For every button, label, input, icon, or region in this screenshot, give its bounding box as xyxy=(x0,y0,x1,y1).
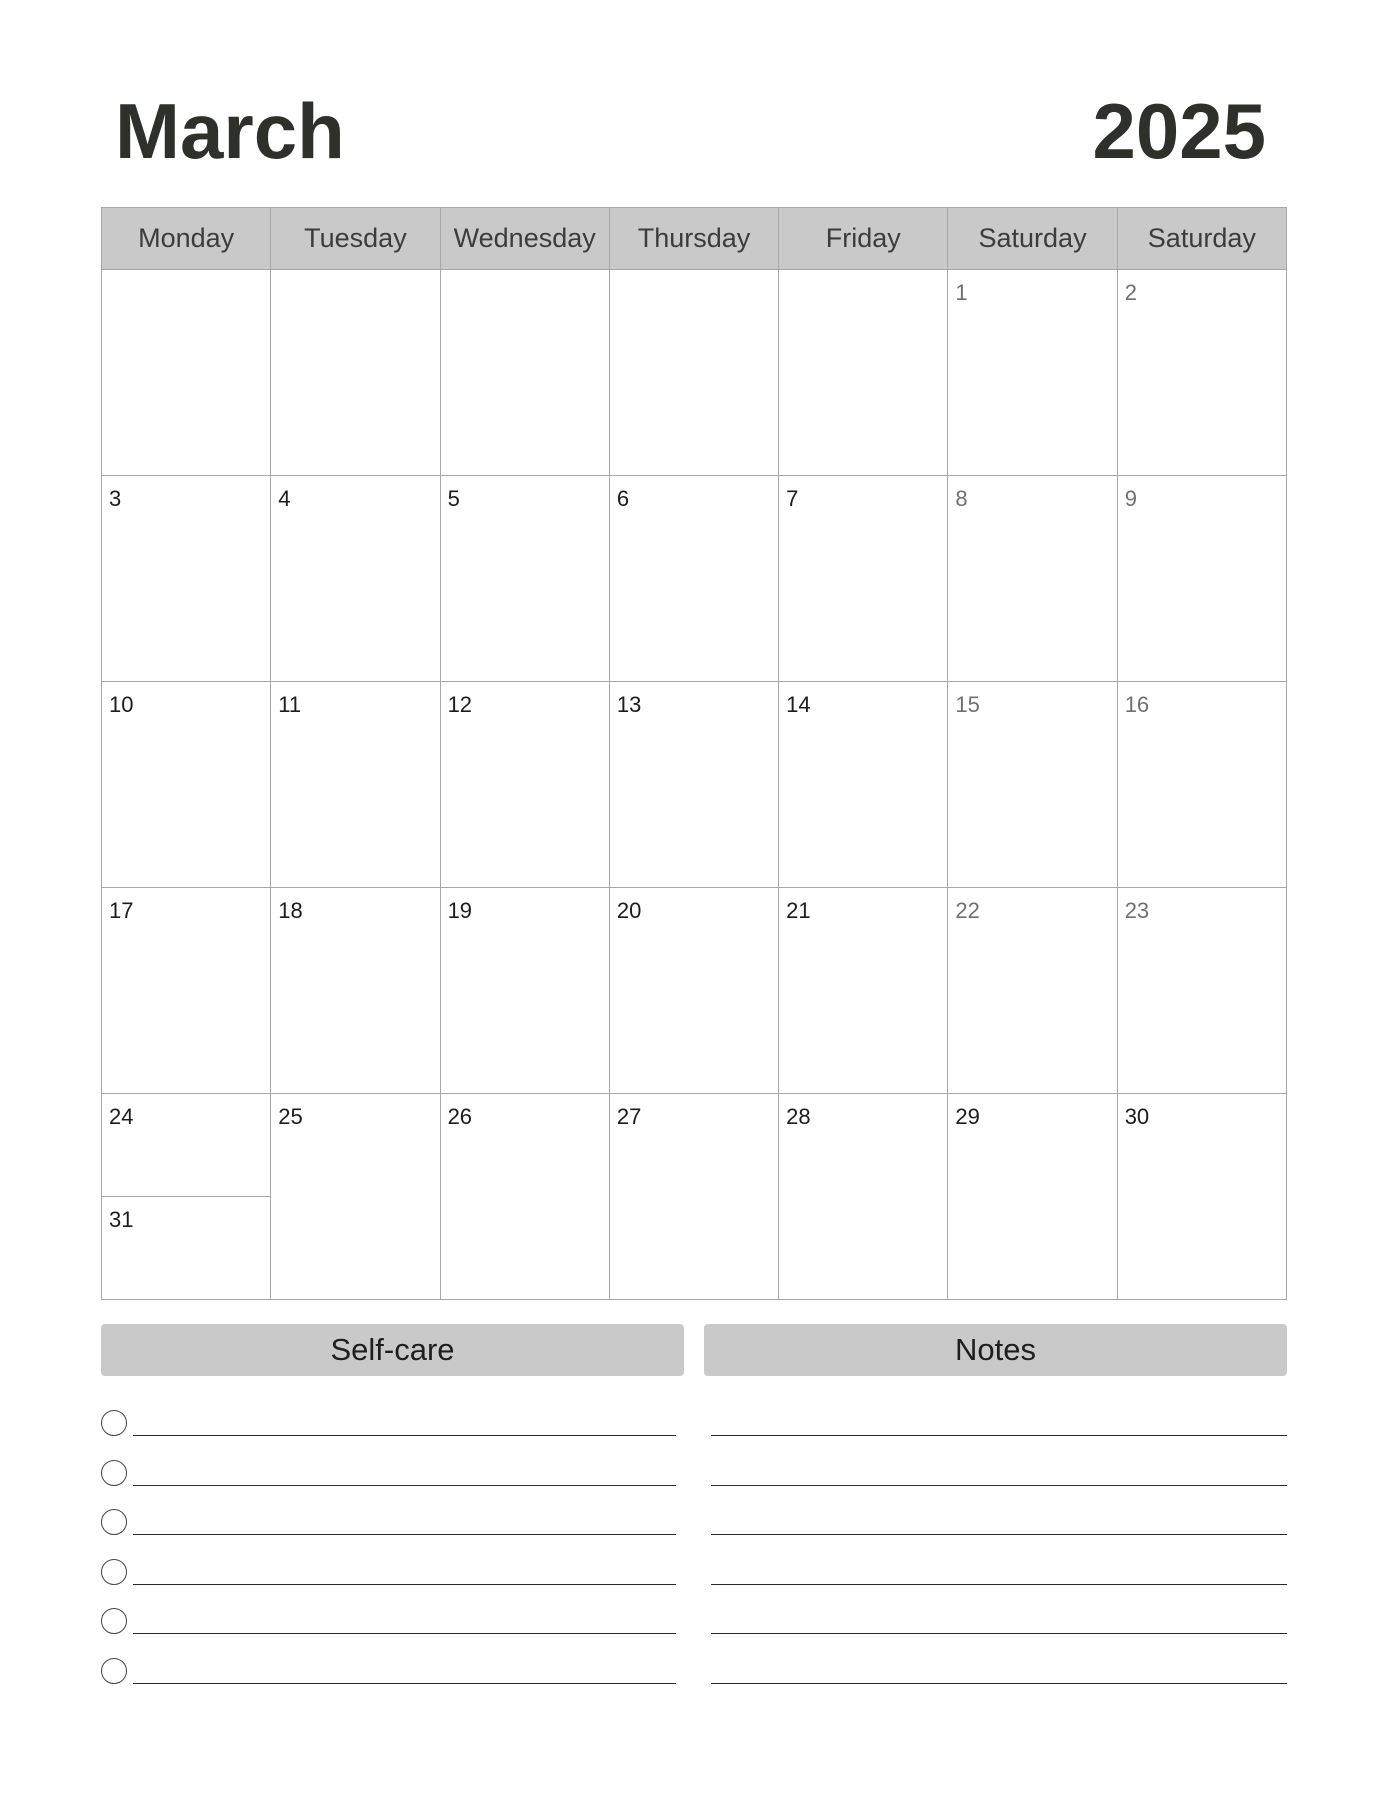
day-cell[interactable] xyxy=(948,270,1117,476)
checklist-item xyxy=(101,1551,676,1601)
day-cell[interactable] xyxy=(609,888,778,1094)
day-number: 22 xyxy=(955,898,980,923)
checklist-item xyxy=(101,1650,676,1700)
note-item xyxy=(711,1452,1287,1502)
day-cell[interactable] xyxy=(948,682,1117,888)
day-cell[interactable] xyxy=(779,270,948,476)
day-cell[interactable] xyxy=(1117,476,1286,682)
day-cell[interactable] xyxy=(271,1094,440,1300)
week-row xyxy=(102,888,1287,1094)
day-cell[interactable] xyxy=(779,888,948,1094)
selfcare-header: Self-care xyxy=(101,1324,684,1376)
day-cell[interactable] xyxy=(102,1197,270,1299)
day-cell[interactable] xyxy=(440,888,609,1094)
day-number: 6 xyxy=(616,486,630,511)
day-cell[interactable] xyxy=(440,682,609,888)
checklist-item xyxy=(101,1501,676,1551)
day-number: 27 xyxy=(616,1104,642,1129)
day-number: 18 xyxy=(278,898,303,923)
day-cell[interactable] xyxy=(609,270,778,476)
day-number xyxy=(102,270,270,282)
day-number: 7 xyxy=(786,486,799,511)
day-cell[interactable] xyxy=(948,476,1117,682)
note-line[interactable] xyxy=(711,1435,1287,1436)
day-number: 13 xyxy=(616,692,642,717)
day-number: 28 xyxy=(786,1104,811,1129)
weekday-header: Wednesday xyxy=(440,208,609,270)
day-number: 12 xyxy=(447,692,473,717)
day-number xyxy=(441,270,609,282)
day-cell[interactable] xyxy=(440,1094,609,1300)
write-line[interactable] xyxy=(133,1485,676,1486)
day-number: 2 xyxy=(1124,280,1137,305)
write-line[interactable] xyxy=(133,1683,676,1684)
note-line[interactable] xyxy=(711,1584,1287,1585)
year-title: 2025 xyxy=(1092,87,1266,175)
write-line[interactable] xyxy=(133,1435,676,1436)
day-cell[interactable] xyxy=(271,888,440,1094)
day-cell[interactable] xyxy=(1117,888,1286,1094)
week-row xyxy=(102,682,1287,888)
day-number: 23 xyxy=(1124,898,1150,923)
week-row xyxy=(102,1094,1287,1300)
day-number: 29 xyxy=(955,1104,980,1129)
day-cell[interactable] xyxy=(948,1094,1117,1300)
weekday-header: Thursday xyxy=(609,208,778,270)
day-cell[interactable] xyxy=(609,682,778,888)
day-number: 10 xyxy=(109,692,134,717)
weekday-header: Saturday xyxy=(1117,208,1286,270)
day-cell[interactable] xyxy=(779,682,948,888)
day-number xyxy=(271,270,439,282)
write-line[interactable] xyxy=(133,1633,676,1634)
day-cell[interactable] xyxy=(102,1094,270,1197)
checkbox-circle[interactable] xyxy=(101,1410,127,1436)
day-number: 11 xyxy=(278,692,302,717)
checklist-item xyxy=(101,1402,676,1452)
day-cell[interactable] xyxy=(271,682,440,888)
day-number: 5 xyxy=(447,486,460,511)
checkbox-circle[interactable] xyxy=(101,1509,127,1535)
checklist-item xyxy=(101,1600,676,1650)
day-cell[interactable] xyxy=(102,270,271,476)
notes-lines xyxy=(711,1402,1287,1699)
note-item xyxy=(711,1402,1287,1452)
weekday-header: Monday xyxy=(102,208,271,270)
weekday-header: Tuesday xyxy=(271,208,440,270)
day-number xyxy=(779,270,947,282)
week-row xyxy=(102,270,1287,476)
day-cell[interactable] xyxy=(609,476,778,682)
day-cell[interactable] xyxy=(1117,1094,1286,1300)
day-number: 16 xyxy=(1124,692,1150,717)
day-number: 15 xyxy=(955,692,980,717)
checkbox-circle[interactable] xyxy=(101,1559,127,1585)
day-number: 1 xyxy=(955,280,968,305)
day-number: 19 xyxy=(447,898,473,923)
day-number: 14 xyxy=(786,692,811,717)
day-number: 21 xyxy=(786,898,811,923)
note-line[interactable] xyxy=(711,1633,1287,1634)
note-line[interactable] xyxy=(711,1485,1287,1486)
weekday-header-row xyxy=(102,208,1287,270)
selfcare-checklist xyxy=(101,1402,676,1699)
day-number: 24 xyxy=(109,1104,134,1129)
day-number: 4 xyxy=(278,486,291,511)
day-cell[interactable] xyxy=(948,888,1117,1094)
weekday-header: Friday xyxy=(779,208,948,270)
notes-header: Notes xyxy=(704,1324,1287,1376)
note-item xyxy=(711,1551,1287,1601)
weekday-header: Saturday xyxy=(948,208,1117,270)
month-title: March xyxy=(115,87,345,175)
day-number: 25 xyxy=(278,1104,303,1129)
day-cell[interactable] xyxy=(440,476,609,682)
day-cell[interactable] xyxy=(1117,270,1286,476)
note-line[interactable] xyxy=(711,1534,1287,1535)
day-number: 17 xyxy=(109,898,134,923)
day-cell[interactable] xyxy=(102,476,271,682)
day-number: 20 xyxy=(616,898,642,923)
day-cell[interactable] xyxy=(609,1094,778,1300)
day-cell[interactable] xyxy=(779,476,948,682)
day-number: 30 xyxy=(1124,1104,1150,1129)
note-item xyxy=(711,1600,1287,1650)
note-item xyxy=(711,1650,1287,1700)
write-line[interactable] xyxy=(133,1534,676,1535)
day-number: 8 xyxy=(955,486,968,511)
day-cell[interactable] xyxy=(779,1094,948,1300)
note-item xyxy=(711,1501,1287,1551)
day-cell[interactable] xyxy=(1117,682,1286,888)
day-cell[interactable] xyxy=(440,270,609,476)
day-number: 3 xyxy=(109,486,122,511)
checkbox-circle[interactable] xyxy=(101,1460,127,1486)
day-number: 31 xyxy=(109,1207,134,1232)
checkbox-circle[interactable] xyxy=(101,1608,127,1634)
day-cell[interactable] xyxy=(271,270,440,476)
day-number: 26 xyxy=(447,1104,473,1129)
checklist-item xyxy=(101,1452,676,1502)
day-number xyxy=(610,270,778,282)
day-cell[interactable] xyxy=(102,682,271,888)
split-day-cell xyxy=(102,1094,271,1300)
write-line[interactable] xyxy=(133,1584,676,1585)
day-number: 9 xyxy=(1124,486,1137,511)
checkbox-circle[interactable] xyxy=(101,1658,127,1684)
day-cell[interactable] xyxy=(102,888,271,1094)
week-row xyxy=(102,476,1287,682)
day-cell[interactable] xyxy=(271,476,440,682)
calendar-grid xyxy=(101,207,1287,1300)
note-line[interactable] xyxy=(711,1683,1287,1684)
